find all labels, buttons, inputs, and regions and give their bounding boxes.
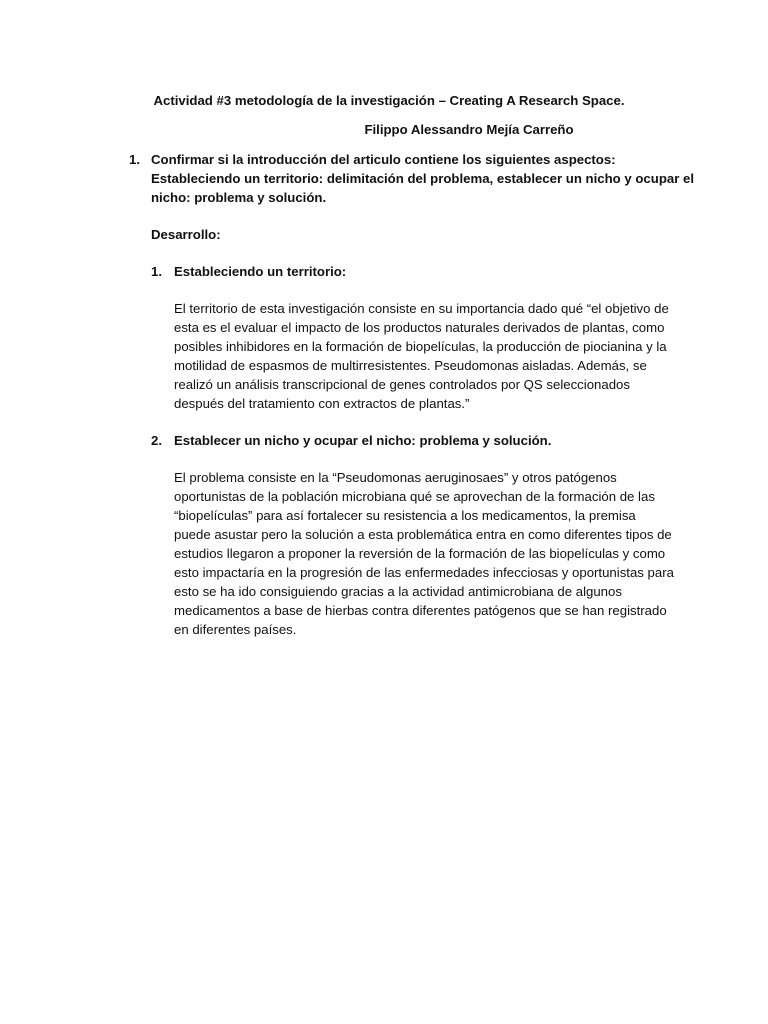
section-body-nicho: El problema consiste en la “Pseudomonas aeruginosaes” y otros patógenos oportunistas de la población microbiana qué se aprovechan de la formación de las “biopelículas” para así fortalecer su resistencia a los medicamentos, la premisa puede asustar pero la solución a esta problemática entra en como diferentes tipos de estudios llegaron a proponer la reversión de la formación de las biopelículas y como esto impactaría en la progresión de las enfermedades infecciosas y oportunistas para esto se ha ido consiguiendo gracias a la actividad antimicrobiana de algunos medicamentos a base de hierbas contra diferentes patógenos que se han registrado en diferentes países. <box>174 470 674 637</box>
question-text: Confirmar si la introducción del articulo contiene los siguientes aspectos: Estableciendo un territorio: delimitación del problema, establecer un nicho y ocupar el nicho: problema y solución. <box>151 152 695 205</box>
section-heading-territorio <box>151 262 691 281</box>
section-heading-text: Estableciendo un territorio: <box>174 264 347 279</box>
section-heading-text: Establecer un nicho y ocupar el nicho: problema y solución. <box>174 433 552 448</box>
question-item <box>129 150 699 207</box>
section-heading-nicho <box>151 431 691 450</box>
section-body-territorio: El territorio de esta investigación consiste en su importancia dado qué “el objetivo de esta es el evaluar el impacto de los productos naturales derivados de plantas, como posibles inhibidores en la formación de biopelículas, la producción de piocianina y la motilidad de espasmos de multirresistentes. Pseudomonas aisladas. Además, se realizó un análisis transcripcional de genes controlados por QS seleccionados después del tratamiento con extractos de plantas.” <box>174 301 669 411</box>
desarrollo-label: Desarrollo: <box>151 227 221 242</box>
section-number: 1. <box>151 264 162 279</box>
question-number: 1. <box>129 152 140 167</box>
document-author: Filippo Alessandro Mejía Carreño <box>364 122 574 137</box>
document-title: Actividad #3 metodología de la investigación – Creating A Research Space. <box>153 93 625 108</box>
section-number: 2. <box>151 433 162 448</box>
